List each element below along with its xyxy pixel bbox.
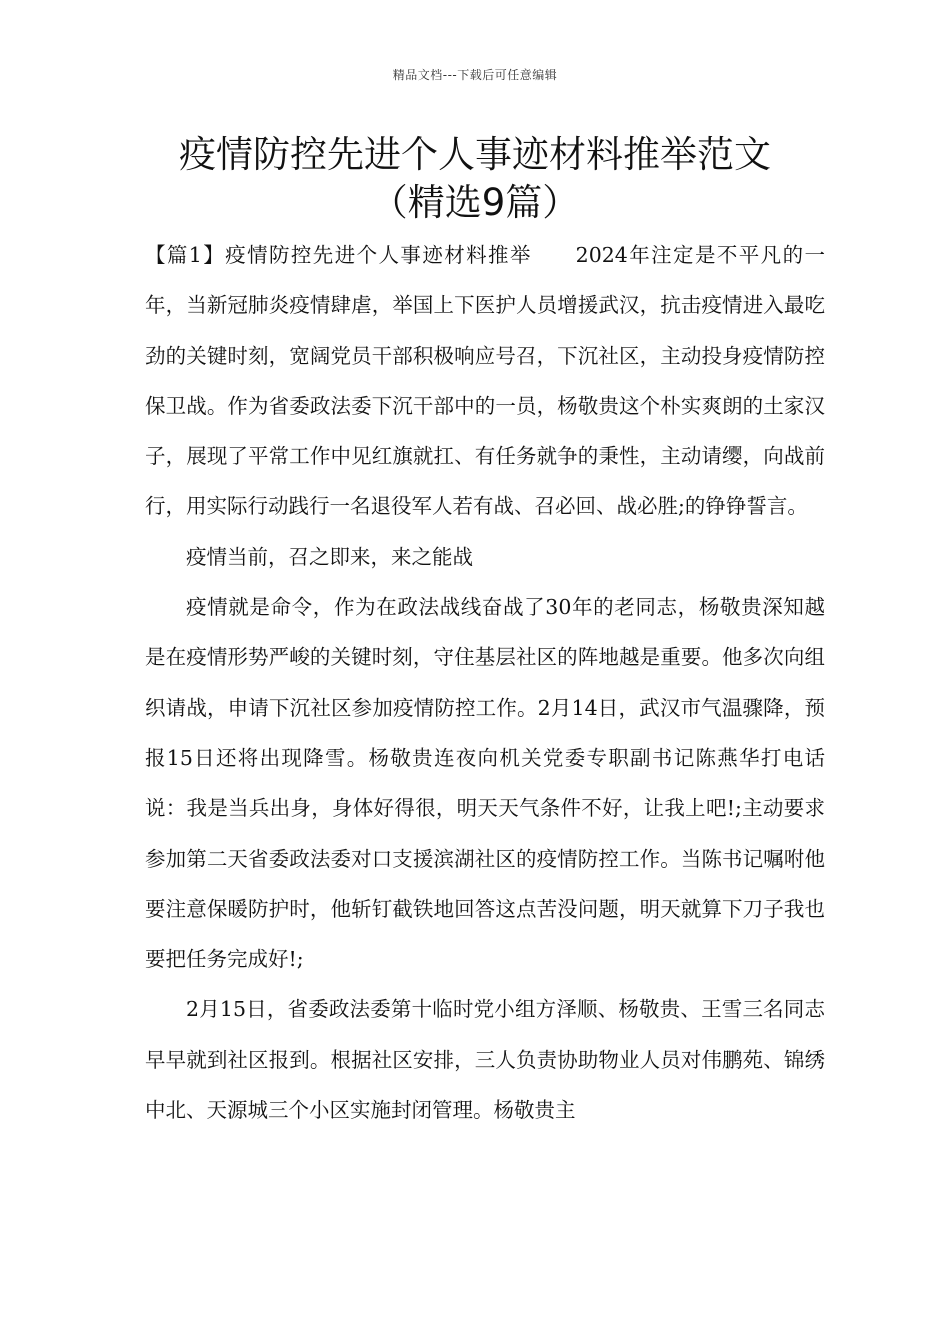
document-title-line-1: 疫情防控先进个人事迹材料推举范文 [179,133,771,176]
header-note: 精品文档---下载后可任意编辑 [392,68,558,82]
paragraph-3: 疫情就是命令，作为在政法战线奋战了30年的老同志，杨敬贵深知越是在疫情形势严峻的关键时刻，守住基层社区的阵地越是重要。他多次向组织请战，申请下沉社区参加疫情防控工作。2月14日，武汉市气温骤降，预报15日还将出现降雪。杨敬贵连夜向机关党委专职副书记陈燕华打电话说：我是当兵出身，身体好得很，明天天气条件不好，让我上吧!;主动要求参加第二天省委政法委对口支援滨湖社区的疫情防控工作。当陈书记嘱咐他要注意保暖防护时，他斩钉截铁地回答这点苦没问题，明天就算下刀子我也要把任务完成好!; [145,595,825,972]
paragraph-1: 【篇1】疫情防控先进个人事迹材料推举 2024年注定是不平凡的一年，当新冠肺炎疫情肆虐，举国上下医护人员增援武汉，抗击疫情进入最吃劲的关键时刻，宽阔党员干部积极响应号召，下沉社区，主动投身疫情防控保卫战。作为省委政法委下沉干部中的一员，杨敬贵这个朴实爽朗的土家汉子，展现了平常工作中见红旗就扛、有任务就争的秉性，主动请缨，向战前行，用实际行动践行一名退役军人若有战、召必回、战必胜;的铮铮誓言。 [145,243,825,519]
paragraph-2: 疫情当前，召之即来，来之能战 [186,544,473,569]
document-body [145,230,825,1135]
document-title-line-2: （精选9篇） [370,181,580,224]
paragraph-4: 2月15日，省委政法委第十临时党小组方泽顺、杨敬贵、王雪三名同志早早就到社区报到。根据社区安排，三人负责协助物业人员对伟鹏苑、锦绣中北、天源城三个小区实施封闭管理。杨敬贵主 [145,997,825,1123]
